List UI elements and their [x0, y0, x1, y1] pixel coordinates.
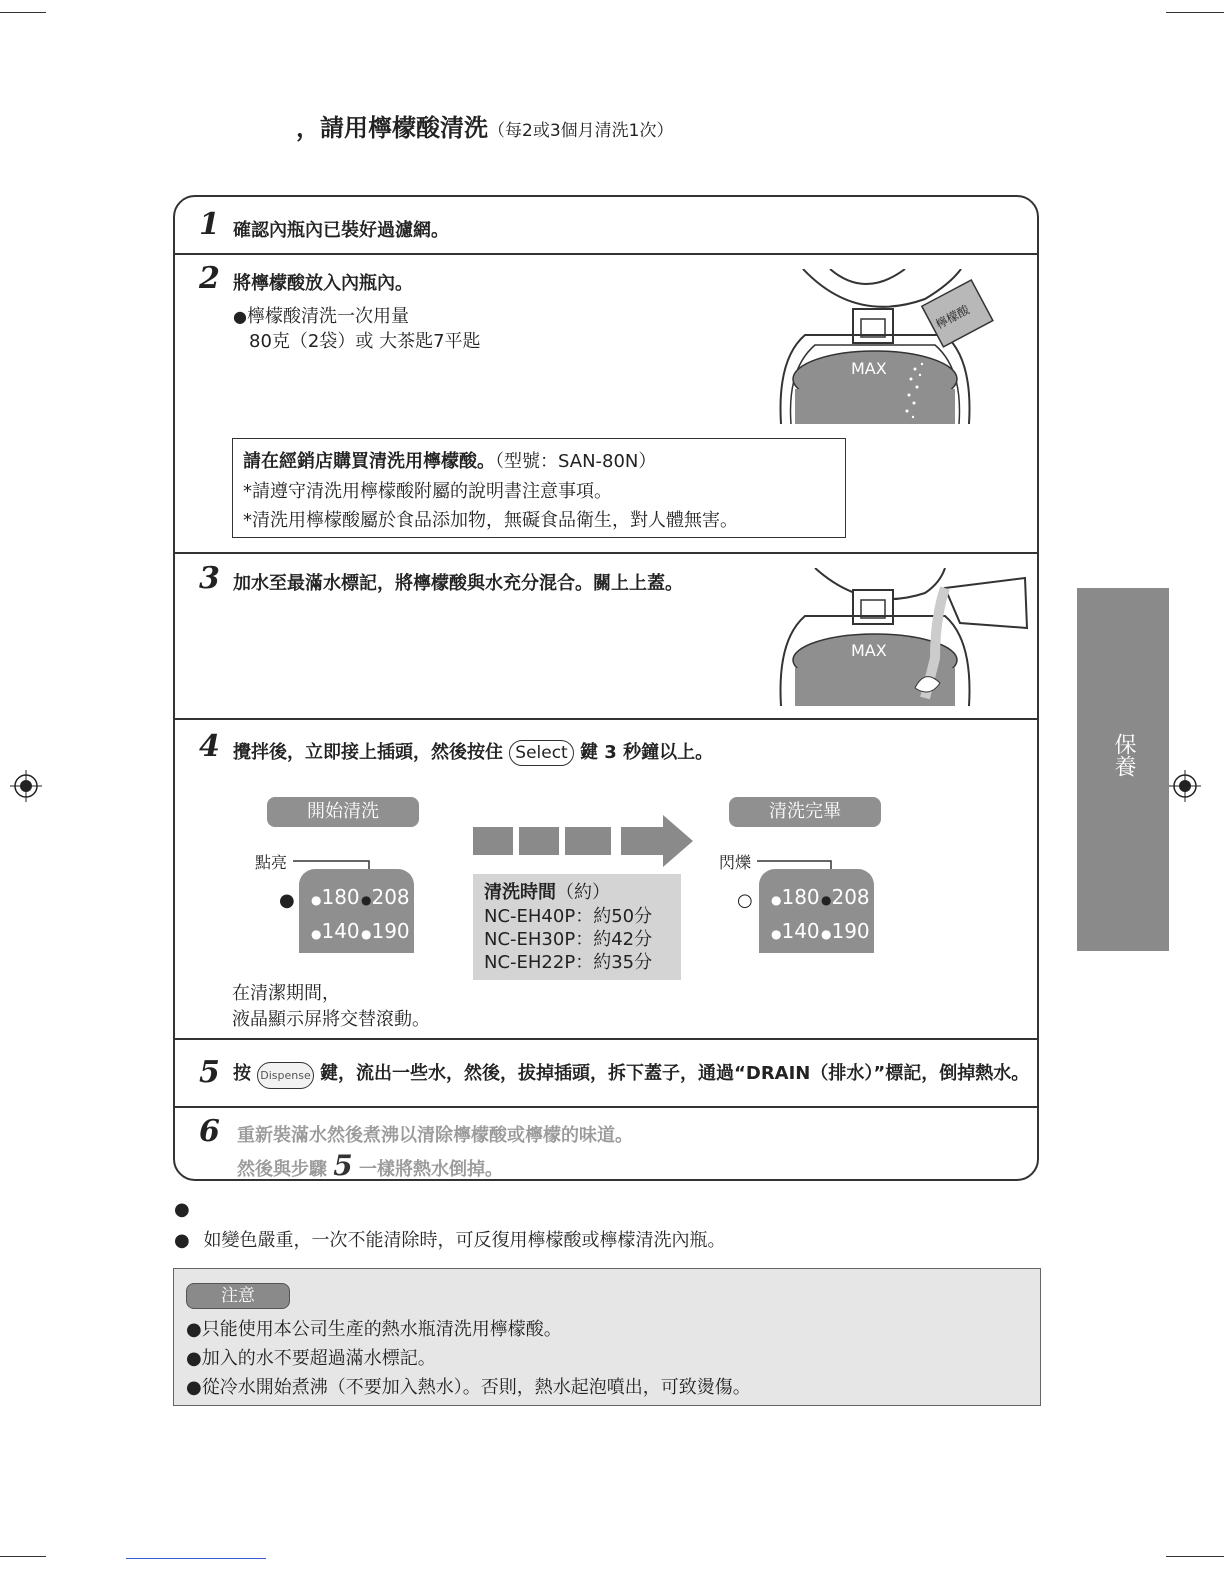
start-cleaning-label: 開始清洗 [267, 797, 419, 827]
title-sub: （每2或3個月清洗1次） [488, 121, 674, 141]
panel-value: ●140 [311, 919, 360, 943]
lcd-panel [759, 869, 874, 953]
step-number: 6 [199, 1114, 220, 1149]
step-text-before: 攪拌後，立即接上插頭，然後按住 [233, 742, 503, 763]
detail-line: 檸檬酸清洗一次用量 [246, 306, 409, 327]
max-label: MAX [851, 641, 887, 660]
step-text: 加水至最滿水標記，將檸檬酸與水充分混合。關上上蓋。 [233, 573, 683, 594]
cleaning-note: 在清潔期間， [232, 983, 340, 1004]
max-label: MAX [851, 359, 887, 378]
panel-value: ●190 [821, 919, 870, 943]
caution-label: 注意 [186, 1283, 290, 1309]
crop-mark [1166, 12, 1224, 13]
panel-value: ●180 [311, 885, 360, 909]
step-detail [233, 302, 409, 328]
time-heading-bold: 清洗時間 [484, 882, 556, 903]
step-text [233, 1059, 1029, 1089]
step-text-before: 按 [233, 1063, 251, 1084]
crop-mark [126, 1558, 266, 1559]
dispense-key: Dispense [257, 1062, 313, 1089]
crop-mark [1166, 1556, 1224, 1557]
panel-value: ●190 [361, 919, 410, 943]
model-number: （型號：SAN-80N） [495, 451, 657, 472]
crop-mark [0, 12, 46, 13]
bullet-item [174, 1226, 725, 1252]
step-text-after: 鍵，流出一些水，然後，拔掉插頭，拆下蓋子，通過“DRAIN（排水）”標記，倒掉熱水。 [320, 1063, 1030, 1084]
add-citric-acid-illustration [775, 269, 1001, 424]
step-number: 4 [199, 729, 220, 764]
bullet-icon: ● [233, 307, 247, 326]
panel-value: ●180 [771, 885, 820, 909]
divider [175, 253, 1037, 255]
step-text [237, 1149, 503, 1182]
panel-value: ●208 [361, 885, 410, 909]
detail-line: 80克（2袋）或 大茶匙7平匙 [249, 331, 481, 352]
registration-mark-icon [1169, 770, 1201, 802]
step-number: 3 [199, 561, 220, 596]
bullet-item [174, 1199, 190, 1220]
lit-dot-icon: ● [279, 890, 295, 911]
panel-value: ●208 [821, 885, 870, 909]
step-text-before: 然後與步驟 [237, 1159, 327, 1180]
lit-label: 點亮 [255, 853, 288, 872]
blink-label: 閃爍 [719, 853, 752, 872]
page-title [296, 108, 673, 143]
registration-mark-icon [10, 770, 42, 802]
caution-box [173, 1268, 1041, 1406]
cleaning-time-box [473, 874, 681, 980]
lcd-panel [299, 869, 414, 953]
step-text-after: 一樣將熱水倒掉。 [359, 1159, 504, 1180]
bullet-text: 如變色嚴重，一次不能清除時，可反復用檸檬酸或檸檬清洗內瓶。 [203, 1230, 726, 1251]
step-number: 1 [199, 207, 220, 242]
time-heading [484, 878, 610, 904]
caution-item: ●從冷水開始煮沸（不要加入熱水）。否則，熱水起泡噴出，可致燙傷。 [186, 1377, 751, 1398]
select-key: Select [509, 740, 573, 766]
step-text [233, 738, 713, 766]
crop-mark [0, 1556, 46, 1557]
side-tab [1077, 588, 1169, 951]
steps-box [173, 195, 1039, 1181]
progress-arrow-icon [473, 815, 695, 869]
bullet-icon: ● [174, 1199, 190, 1220]
panel-value: ●140 [771, 919, 820, 943]
cleaning-note: 液晶顯示屏將交替滾動。 [232, 1009, 430, 1030]
step-text-after: 鍵 3 秒鐘以上。 [580, 742, 714, 763]
time-row: NC-EH40P：約50分 [484, 906, 653, 927]
add-water-illustration [775, 568, 1030, 706]
time-row: NC-EH22P：約35分 [484, 952, 653, 973]
step-text: 將檸檬酸放入內瓶內。 [233, 273, 413, 294]
divider [175, 1038, 1037, 1040]
side-tab-label: 保養 [1111, 733, 1136, 777]
caution-item: ●加入的水不要超過滿水標記。 [186, 1348, 436, 1369]
notice-bold-text: 請在經銷店購買清洗用檸檬酸。 [243, 451, 495, 472]
step-text: 重新裝滿水然後煮沸以清除檸檬酸或檸檬的味道。 [237, 1125, 633, 1146]
notice-line: *清洗用檸檬酸屬於食品添加物，無礙食品衛生，對人體無害。 [243, 510, 738, 531]
step-number: 5 [199, 1055, 220, 1090]
step-reference-number: 5 [333, 1149, 353, 1182]
notice-line: *請遵守清洗用檸檬酸附屬的說明書注意事項。 [243, 481, 612, 502]
bullet-icon: ● [174, 1230, 190, 1251]
blink-dot-icon: ○ [737, 890, 753, 911]
cleaning-complete-label: 清洗完畢 [729, 797, 881, 827]
purchase-notice [232, 438, 846, 538]
step-number: 2 [199, 261, 220, 296]
notice-line [243, 447, 656, 473]
divider [175, 552, 1037, 554]
packet-label: 檸檬酸 [933, 302, 972, 332]
caution-item: ●只能使用本公司生產的熱水瓶清洗用檸檬酸。 [186, 1319, 562, 1340]
divider [175, 718, 1037, 720]
step-text: 確認內瓶內已裝好過濾網。 [233, 220, 449, 241]
time-row: NC-EH30P：約42分 [484, 929, 653, 950]
divider [175, 1106, 1037, 1108]
title-main: ，請用檸檬酸清洗 [296, 114, 488, 142]
time-heading-note: （約） [556, 882, 610, 903]
